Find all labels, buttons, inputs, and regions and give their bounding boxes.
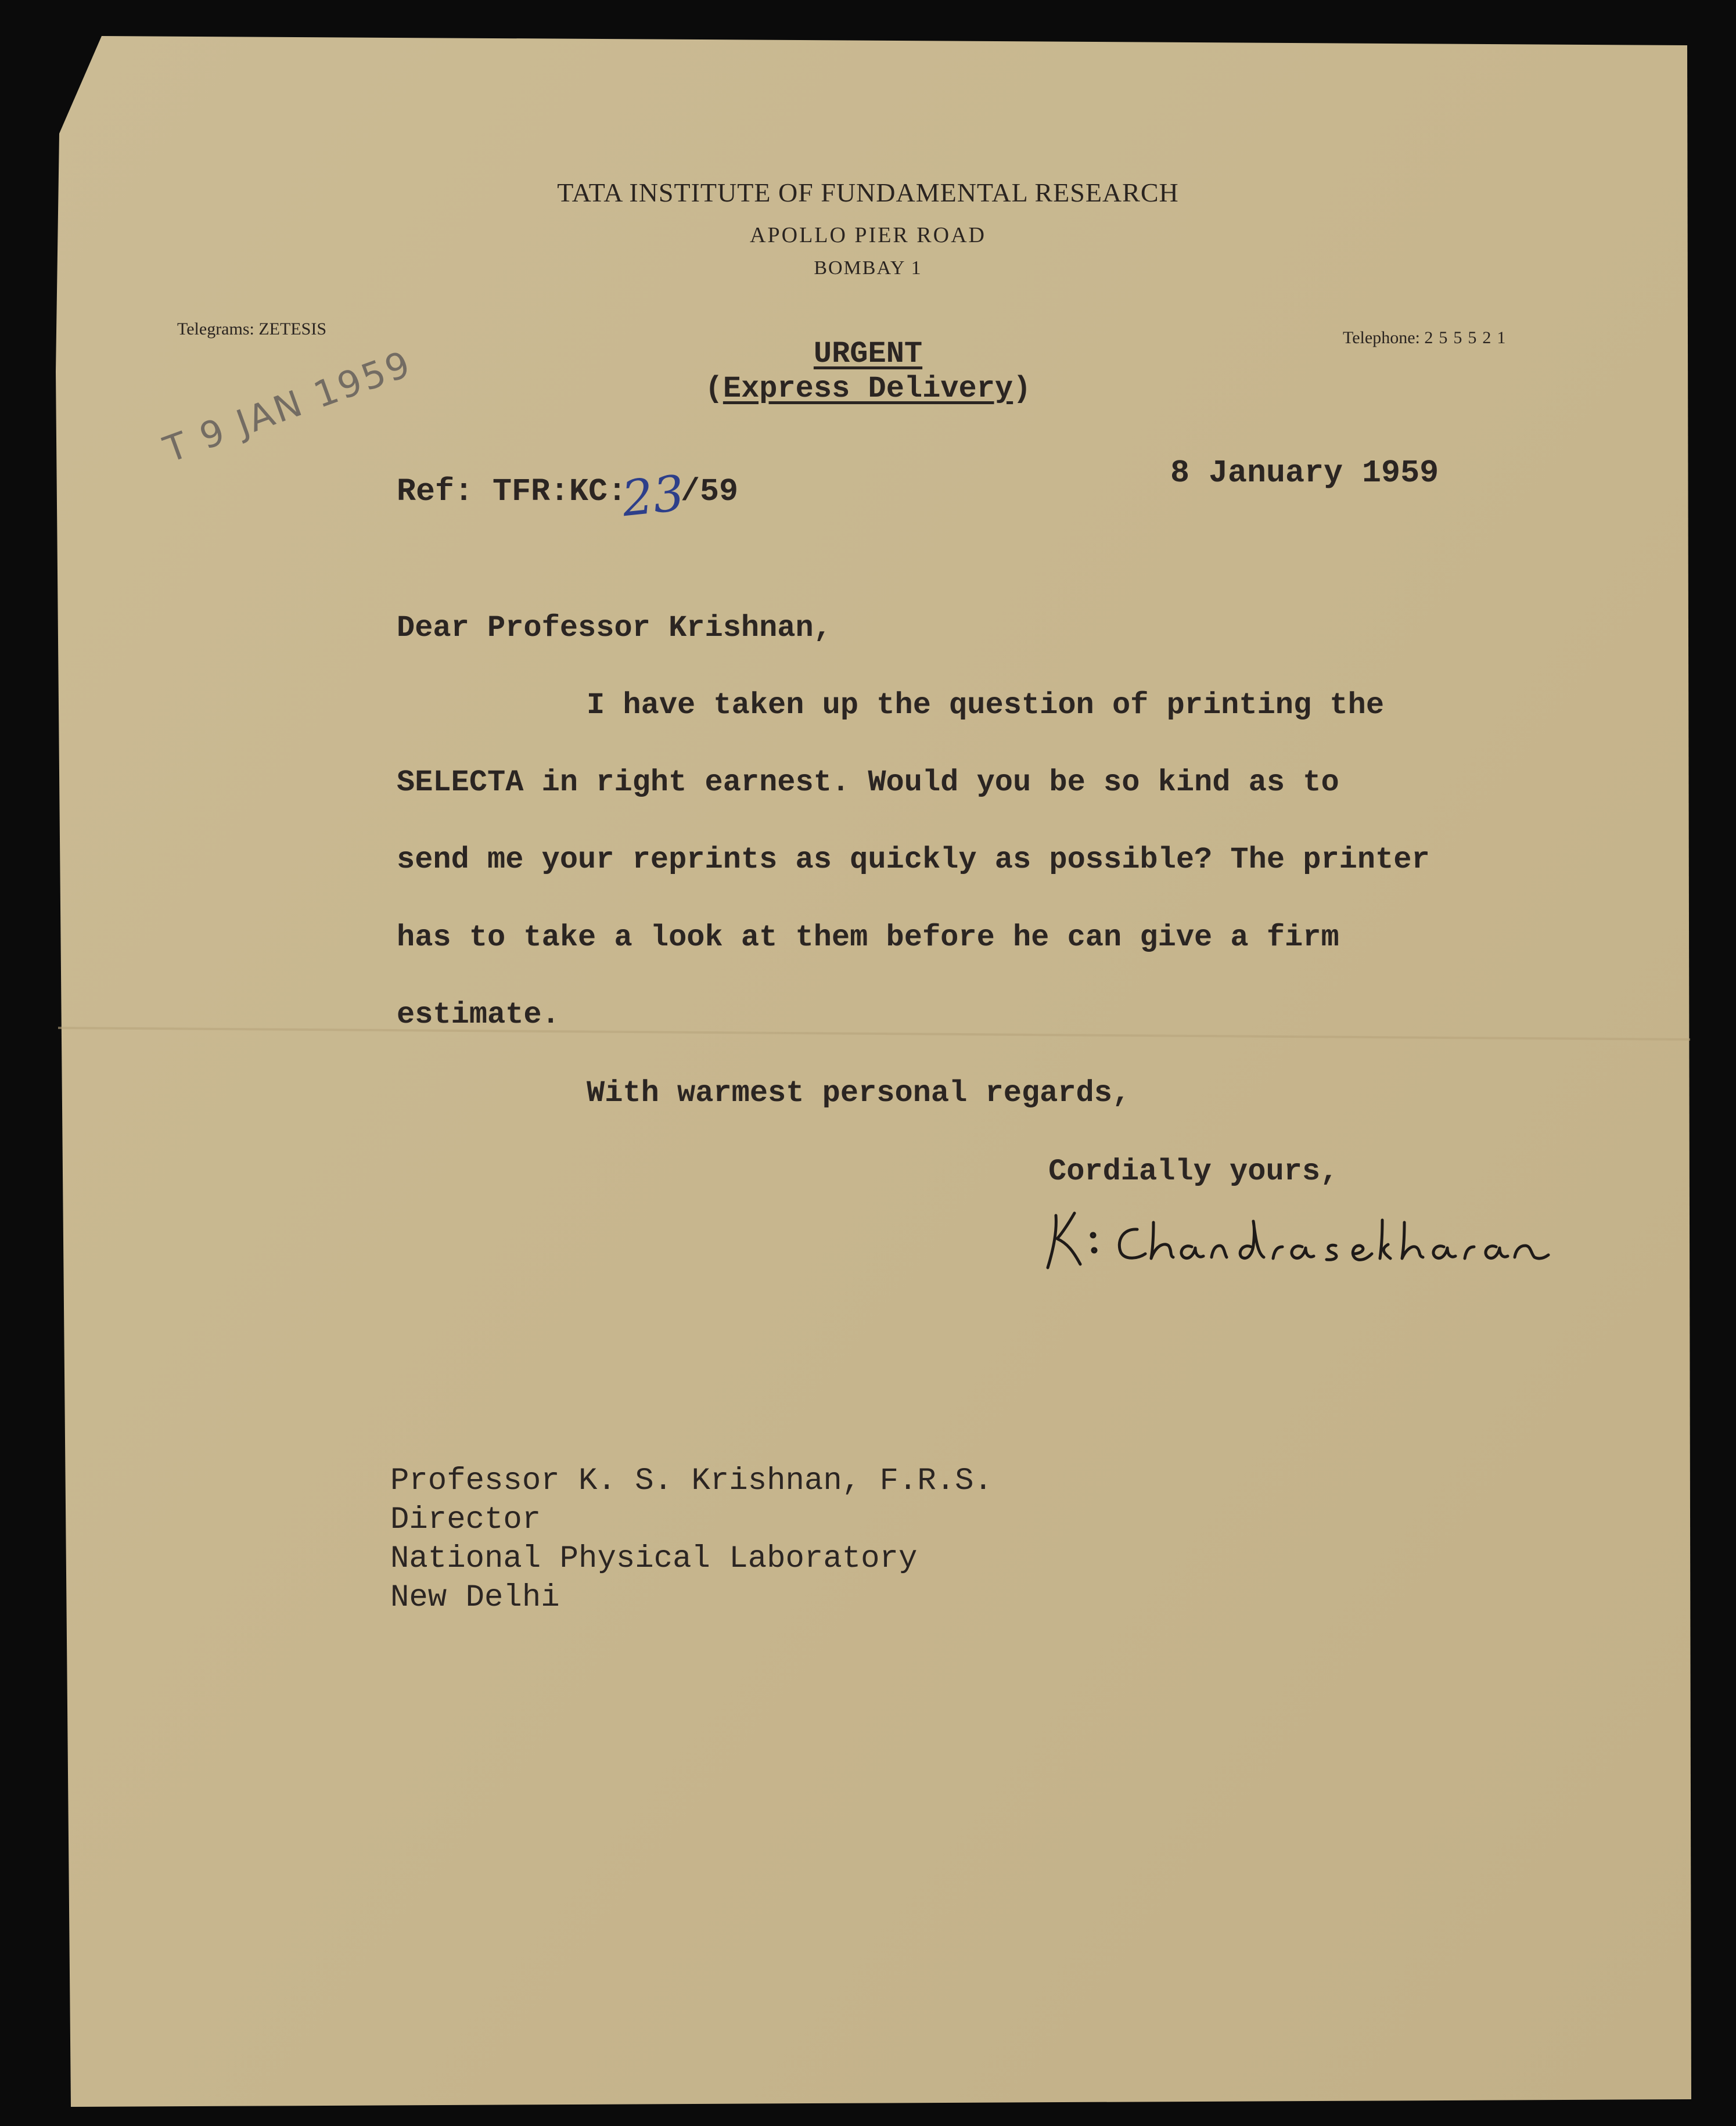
body-line: estimate. — [397, 998, 560, 1032]
letterhead-street: APOLLO PIER ROAD — [750, 223, 986, 247]
telephone-label: Telephone: — [1343, 328, 1420, 347]
reference-prefix: Ref: TFR:KC: — [397, 473, 627, 510]
body-line: I have taken up the question of printing the — [587, 688, 1385, 722]
recipient-organization: National Physical Laboratory — [390, 1541, 918, 1577]
body-line: SELECTA in right earnest. Would you be so kind as to — [397, 765, 1339, 800]
body-line: send me your reprints as quickly as possible? The printer — [397, 843, 1430, 877]
express-delivery-text: Express Delivery — [723, 372, 1013, 406]
received-date-stamp: T 9 JAN 1959 — [158, 341, 418, 471]
telephone-number: 255521 — [1424, 328, 1512, 347]
urgent-heading: URGENT — [813, 337, 923, 371]
express-close-paren: ) — [1013, 372, 1031, 406]
letterhead-city: BOMBAY 1 — [814, 257, 922, 279]
reference-suffix: /59 — [680, 473, 738, 510]
letterhead-institute-name: TATA INSTITUTE OF FUNDAMENTAL RESEARCH — [557, 178, 1179, 207]
sign-off: Cordially yours, — [1048, 1154, 1339, 1189]
express-open-paren: ( — [705, 372, 723, 406]
handwritten-reference-number: 23 — [619, 464, 687, 528]
body-line: has to take a look at them before he can give a firm — [397, 920, 1339, 955]
closing-regards: With warmest personal regards, — [587, 1076, 1131, 1110]
salutation: Dear Professor Krishnan, — [397, 611, 832, 645]
handwritten-signature — [1040, 1205, 1551, 1275]
reference-line — [397, 455, 738, 528]
recipient-city: New Delhi — [390, 1580, 560, 1616]
recipient-name: Professor K. S. Krishnan, F.R.S. — [390, 1463, 993, 1499]
recipient-title: Director — [390, 1502, 541, 1538]
letter-date: 8 January 1959 — [1170, 455, 1439, 491]
letterhead-telegrams: Telegrams: ZETESIS — [177, 319, 327, 339]
